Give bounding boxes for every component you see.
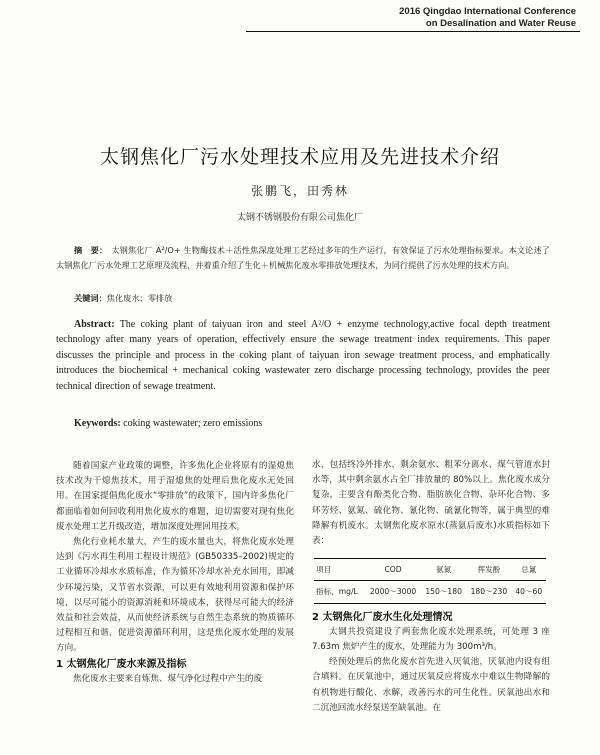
body-column-left [56,459,294,687]
table-header-cell: 项目 [316,565,332,575]
section-heading-1: 1 太钢焦化厂废水来源及指标 [56,658,187,670]
abstract-cn-text: 太钢焦化厂 A²/O+ 生物酶技术＋活性焦深度处理工艺经过多年的生产运行，有效保证了污水处理指标要求。本文论述了太钢焦化厂污水处理工艺原理及流程，并着重介绍了生化＋机械焦化废水零排放处理技术，为同行提供了污水处理的技术方向。 [56,245,550,270]
body-paragraph: 水，包括终冷外排水、剩余氨水、粗苯分离水、煤气管道水封水等，其中剩余氨水占全厂排放量的 80%以上。焦化废水成分复杂，主要含有酚类化合物、脂肪族化合物、杂环化合物、多环芳烃、氨氮、硫化物、氰化物、硫氰化物等，属于典型的难降解有机废水。太钢焦化废水原水(蒸氨后废水)水质指标如下表： [312,460,550,547]
table-cell: 2000～3000 [369,587,417,597]
table-header-cell: 氨氮 [436,565,452,575]
keywords-en-text: coking wastewater; zero emissions [123,418,263,429]
table-cell: 指标，mg/L [316,587,358,597]
table-row [314,581,546,603]
body-paragraph: 焦化废水主要来自炼焦、煤气净化过程中产生的废 [73,673,263,684]
paper-title: 太钢焦化厂污水处理技术应用及先进技术介绍 [99,146,500,168]
table-cell: 150～180 [425,587,462,597]
keywords-english [74,418,262,429]
paper-authors: 张鹏飞，田秀林 [250,184,349,198]
table-cell: 40～60 [515,587,543,597]
table-cell: 180～230 [470,587,508,597]
body-paragraph: 经预处理后的焦化废水首先进入厌氧池，厌氧池内设有组合填料。在厌氧池中，通过厌氧反应将废水中难以生物降解的有机物进行酸化、水解，改善污水的可生化性。厌氧池出水和二沉池回流水经泵送至缺氧池。在 [312,657,550,713]
body-paragraph: 太钢共投资建设了两套焦化废水处理系统，可处理 3 座 7.63m 焦炉产生的废水，处理能力为 300m³/h。 [312,626,550,653]
keywords-chinese [56,293,550,304]
table-header-cell: 挥发酚 [477,565,501,575]
abstract-chinese [56,243,550,273]
table-header-cell: COD [384,565,402,575]
body-paragraph: 随着国家产业政策的调整，许多焦化企业将原有的湿熄焦技术改为干熄焦技术，用于湿熄焦的处理后焦化废水无处回用。在国家提倡焦化废水“零排放”的政策下，国内许多焦化厂都面临着如何回收利用焦化废水的难题，迫切需要对现有焦化废水处理工艺升级改造，增加深度处理回用技术。 [56,461,294,532]
header-divider [246,31,580,32]
keywords-en-label: Keywords: [74,418,121,429]
water-quality-table [314,558,546,603]
conference-line-2: on Desalination and Water Reuse [425,18,576,29]
conference-header [399,6,576,30]
table-header-cell: 总氰 [521,565,537,575]
body-paragraph: 焦化行业耗水量大，产生的废水量也大，将焦化废水处理达到《污水再生利用工程设计规范》(GB50335–2002)规定的工业循环冷却水水质标准，作为循环冷却水补充水回用，即减少环境污染，又节省水资源，可以更有效地利用资源和保护环境，以尽可能小的资源消耗和环境成本，获得尽可能大的经济效益和社会效益，从而使经济系统与自然生态系统的物质循环过程相互和谐，促进资源循环利用，这是焦化废水处理的发展方向。 [56,537,294,654]
table-header-row [314,559,546,581]
abstract-en-text: The coking plant of taiyuan iron and steel A²/O + enzyme technology,active focal depth treatment technology after many years of operation, effectively ensure the sewage treatment index requirements. This paper discusses the principle and process in the coking plant of taiyuan iron sewage treatment process, and emphatically introduces the biochemical + mechanical coking wastewater zero discharge processing technology, provides the peer technical direction of sewage treatment. [56,319,550,392]
body-column-right [312,458,550,716]
conference-line-1: 2016 Qingdao International Conference [399,6,576,17]
keywords-cn-text: 焦化废水；零排放 [106,293,173,303]
paper-affiliation: 太钢不锈钢股份有限公司焦化厂 [236,213,363,223]
abstract-cn-label: 摘 要： [74,245,108,255]
keywords-cn-label: 关键词： [74,293,107,303]
abstract-english [56,317,550,394]
abstract-en-label: Abstract: [74,319,115,330]
section-heading-2: 2 太钢焦化厂废水生化处理情况 [312,611,453,623]
